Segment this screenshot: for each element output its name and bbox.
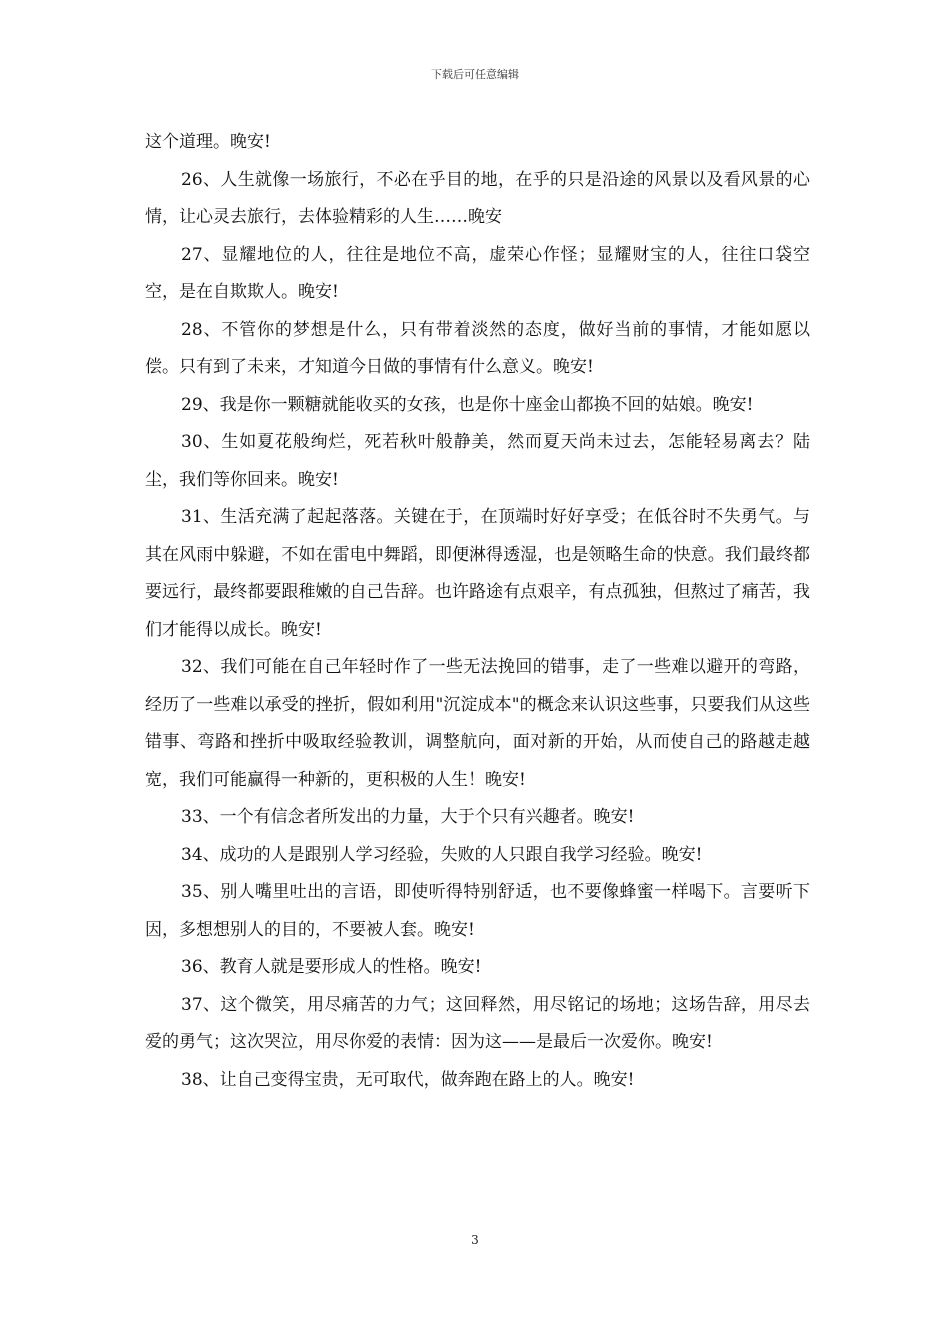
paragraph-35: 35、别人嘴里吐出的言语，即使听得特别舒适，也不要像蜂蜜一样喝下。言要听下因，多想想别人的目的，不要被人套。晚安! <box>145 882 810 940</box>
page-header: 下载后可任意编辑 <box>431 68 519 81</box>
paragraph-31: 31、生活充满了起起落落。关键在于，在顶端时好好享受；在低谷时不失勇气。与其在风雨中躲避，不如在雷电中舞蹈，即便淋得透湿，也是领略生命的快意。我们最终都要远行，最终都要跟稚嫩的自己告辞。也许路途有点艰辛，有点孤独，但熬过了痛苦，我们才能得以成长。晚安! <box>145 507 810 640</box>
paragraph-38: 38、让自己变得宝贵，无可取代，做奔跑在路上的人。晚安! <box>181 1069 635 1090</box>
paragraph-34: 34、成功的人是跟别人学习经验，失败的人只跟自我学习经验。晚安! <box>181 844 703 865</box>
paragraph-27: 27、显耀地位的人，往往是地位不高，虚荣心作怪；显耀财宝的人，往往口袋空空，是在自欺欺人。晚安! <box>145 244 810 302</box>
paragraph-37: 37、这个微笑，用尽痛苦的力气；这回释然，用尽铭记的场地；这场告辞，用尽去爱的勇气；这次哭泣，用尽你爱的表情：因为这——是最后一次爱你。晚安! <box>145 994 810 1052</box>
paragraph-32: 32、我们可能在自己年轻时作了一些无法挽回的错事，走了一些难以避开的弯路，经历了一些难以承受的挫折，假如利用"沉淀成本"的概念来认识这些事，只要我们从这些错事、弯路和挫折中吸取经验教训，调整航向，面对新的开始，从而使自己的路越走越宽，我们可能赢得一种新的，更积极的人生！晚安! <box>145 657 810 790</box>
paragraph-28: 28、不管你的梦想是什么，只有带着淡然的态度，做好当前的事情，才能如愿以偿。只有到了未来，才知道今日做的事情有什么意义。晚安! <box>145 319 810 377</box>
document-body <box>145 124 810 1099</box>
paragraph-30: 30、生如夏花般绚烂，死若秋叶般静美，然而夏天尚未过去，怎能轻易离去？陆尘，我们等你回来。晚安! <box>145 432 810 490</box>
paragraph-continuation: 这个道理。晚安! <box>145 132 271 152</box>
paragraph-33: 33、一个有信念者所发出的力量，大于个只有兴趣者。晚安! <box>181 807 635 827</box>
paragraph-29: 29、我是你一颗糖就能收买的女孩，也是你十座金山都换不回的姑娘。晚安! <box>181 394 754 415</box>
paragraph-36: 36、教育人就是要形成人的性格。晚安! <box>181 957 482 977</box>
paragraph-26: 26、人生就像一场旅行，不必在乎目的地，在乎的只是沿途的风景以及看风景的心情，让心灵去旅行，去体验精彩的人生……晚安 <box>145 169 810 227</box>
page-number: 3 <box>471 1233 479 1247</box>
